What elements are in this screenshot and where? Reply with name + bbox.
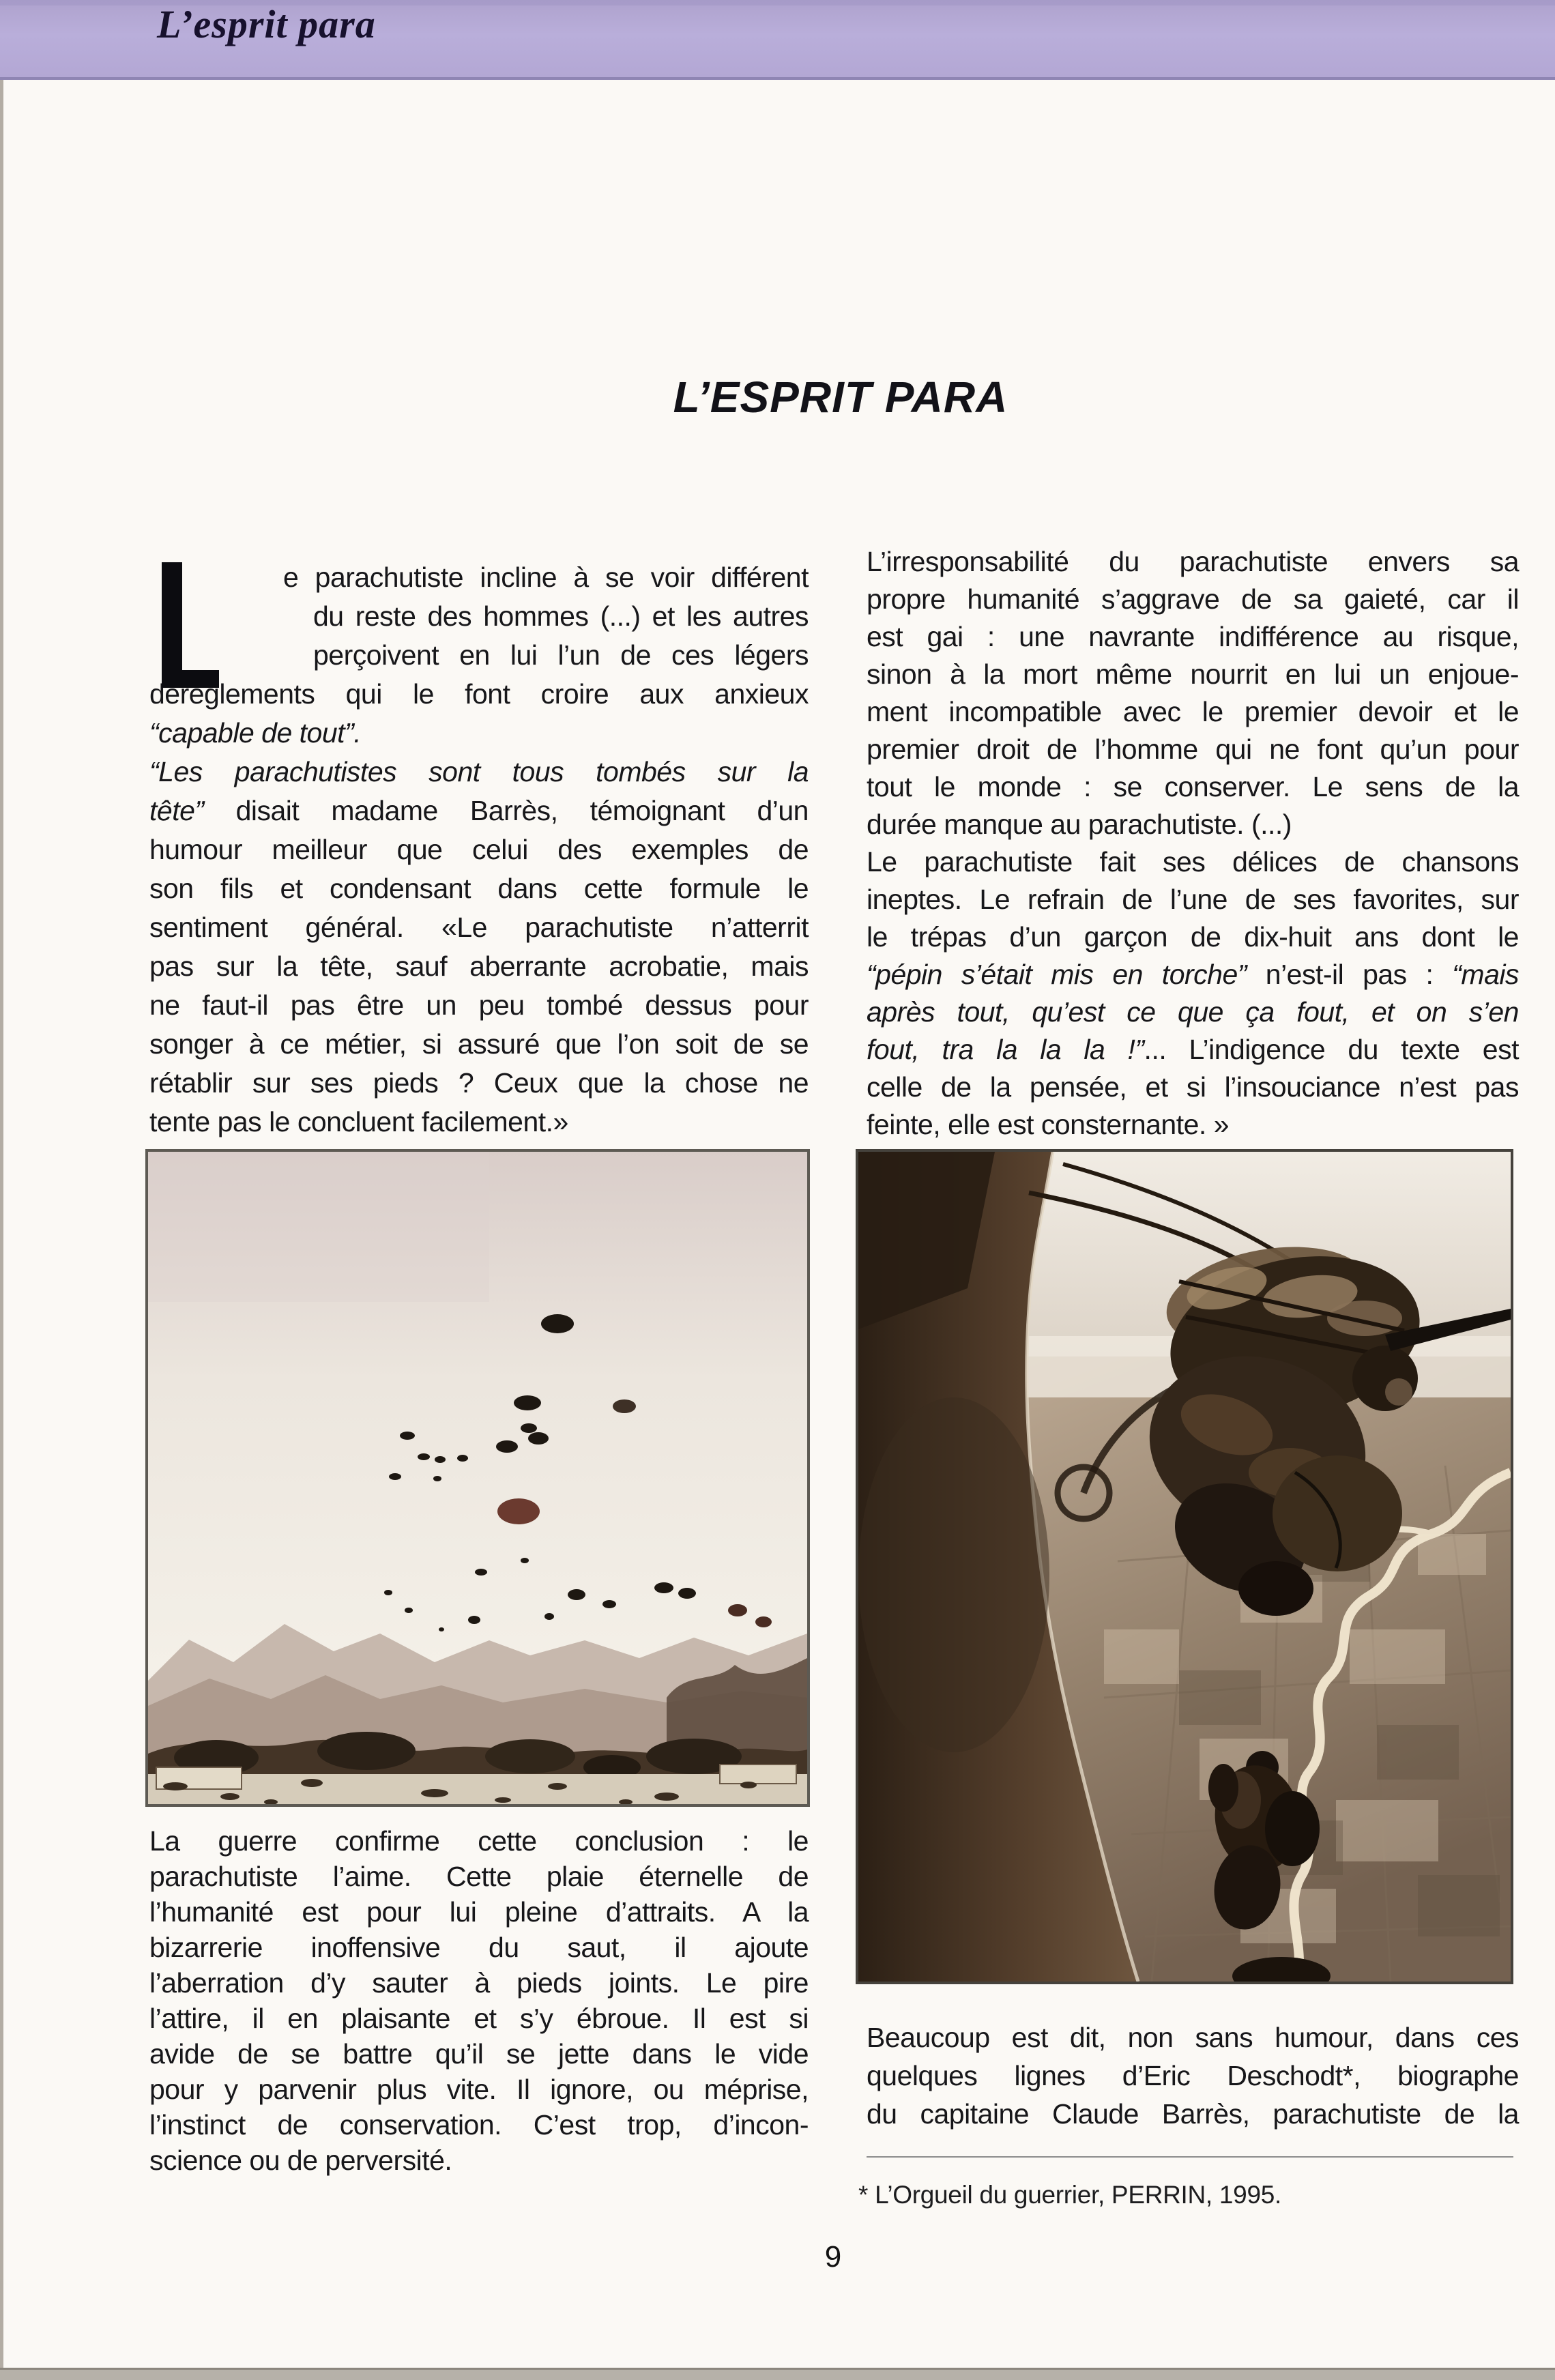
text-line: avide de se battre qu’il se jette dans le vide bbox=[149, 2038, 809, 2070]
left-column-conclusion bbox=[149, 1823, 809, 2178]
text-line: dérèglements qui le font croire aux anxieux bbox=[149, 678, 809, 710]
text-line: celle de la pensée, et si l’insouciance n’est pas bbox=[867, 1071, 1519, 1103]
text-line: propre humanité s’aggrave de sa gaieté, car il bbox=[867, 583, 1519, 615]
text-line: ment incompatible avec le premier devoir et le bbox=[867, 696, 1519, 727]
text-line: le trépas d’un garçon de dix-huit ans dont le bbox=[867, 921, 1519, 953]
page-number: 9 bbox=[824, 2240, 842, 2274]
text-line: tête” disait madame Barrès, témoignant d’un bbox=[149, 795, 809, 826]
page-header-band bbox=[0, 0, 1555, 80]
text-line: l’humanité est pour lui pleine d’attraits. A la bbox=[149, 1896, 809, 1928]
left-bottom-lines bbox=[149, 1823, 809, 2178]
text-line: l’aberration d’y sauter à pieds joints. Le pire bbox=[149, 1967, 809, 1999]
text-line: pour y parvenir plus vite. Il ignore, ou méprise, bbox=[149, 2074, 809, 2105]
page-left-edge bbox=[0, 0, 3, 2380]
text-line: ne faut-il pas être un peu tombé dessus pour bbox=[149, 989, 809, 1021]
text-line: est gai : une navrante indifférence au risque, bbox=[867, 621, 1519, 652]
page-bottom-bar bbox=[0, 2368, 1555, 2380]
left-column-intro bbox=[149, 558, 809, 1142]
text-line: ineptes. Le refrain de l’une de ses favorites, sur bbox=[867, 884, 1519, 915]
text-line: durée manque au parachutiste. (...) bbox=[867, 809, 1292, 840]
text-line: L’irresponsabilité du parachutiste envers sa bbox=[867, 546, 1519, 577]
text-line: l’instinct de conservation. C’est trop, d’incon- bbox=[149, 2109, 809, 2140]
paratrooper-jump-photo-art bbox=[858, 1152, 1511, 1982]
text-line: rétablir sur ses pieds ? Ceux que la chose ne bbox=[149, 1067, 809, 1099]
right-column-conclusion bbox=[867, 2018, 1519, 2133]
text-line: quelques lignes d’Eric Deschodt*, biographe bbox=[867, 2060, 1519, 2091]
text-line: fout, tra la la la !”... L’indigence du texte est bbox=[867, 1034, 1519, 1065]
text-line: La guerre confirme cette conclusion : le bbox=[149, 1825, 809, 1857]
text-line: e parachutiste incline à se voir différent bbox=[283, 562, 809, 593]
article-title: L’ESPRIT PARA bbox=[673, 373, 1008, 422]
text-line: tente pas le concluent facilement.» bbox=[149, 1106, 568, 1137]
text-line: premier droit de l’homme qui ne font qu’un pour bbox=[867, 734, 1519, 765]
text-line: science ou de perversité. bbox=[149, 2145, 452, 2176]
left-intro-lines bbox=[149, 558, 809, 1142]
text-line: sinon à la mort même nourrit en lui un enjoue- bbox=[867, 658, 1519, 690]
text-line: son fils et condensant dans cette formule le bbox=[149, 873, 809, 904]
paratrooper-jump-photo bbox=[856, 1149, 1513, 1984]
text-line: du reste des hommes (...) et les autres bbox=[313, 600, 809, 632]
right-top-lines bbox=[867, 543, 1519, 1144]
text-line: après tout, qu’est ce que ça fout, et on s’en bbox=[867, 996, 1519, 1028]
footnote-rule bbox=[867, 2156, 1513, 2158]
text-line: pas sur la tête, sauf aberrante acrobatie, mais bbox=[149, 950, 809, 982]
parachute-drop-photo-art bbox=[148, 1152, 807, 1804]
text-line: Le parachutiste fait ses délices de chansons bbox=[867, 846, 1519, 877]
drop-cap bbox=[162, 562, 219, 688]
right-column-text bbox=[867, 543, 1519, 1144]
text-line: “pépin s’était mis en torche” n’est-il pas : “mais bbox=[867, 959, 1519, 990]
text-line: tout le monde : se conserver. Le sens de la bbox=[867, 771, 1519, 802]
text-line: du capitaine Claude Barrès, parachutiste de la bbox=[867, 2098, 1519, 2130]
text-line: sentiment général. «Le parachutiste n’atterrit bbox=[149, 912, 809, 943]
text-line: “Les parachutistes sont tous tombés sur la bbox=[149, 756, 809, 787]
text-line: parachutiste l’aime. Cette plaie éternelle de bbox=[149, 1861, 809, 1892]
text-line: “capable de tout”. bbox=[149, 717, 362, 749]
text-line: humour meilleur que celui des exemples de bbox=[149, 834, 809, 865]
parachute-drop-photo bbox=[145, 1149, 810, 1807]
text-line: bizarrerie inoffensive du saut, il ajoute bbox=[149, 1932, 809, 1963]
right-bottom-lines bbox=[867, 2018, 1519, 2133]
text-line: l’attire, il en plaisante et s’y ébroue. Il est si bbox=[149, 2003, 809, 2034]
text-line: perçoivent en lui l’un de ces légers bbox=[313, 639, 809, 671]
text-line: songer à ce métier, si assuré que l’on soit de se bbox=[149, 1028, 809, 1060]
footnote: * L’Orgueil du guerrier, PERRIN, 1995. bbox=[858, 2181, 1281, 2209]
running-header-title: L’esprit para bbox=[157, 2, 376, 46]
text-line: Beaucoup est dit, non sans humour, dans ces bbox=[867, 2022, 1519, 2053]
text-line: feinte, elle est consternante. » bbox=[867, 1109, 1230, 1140]
